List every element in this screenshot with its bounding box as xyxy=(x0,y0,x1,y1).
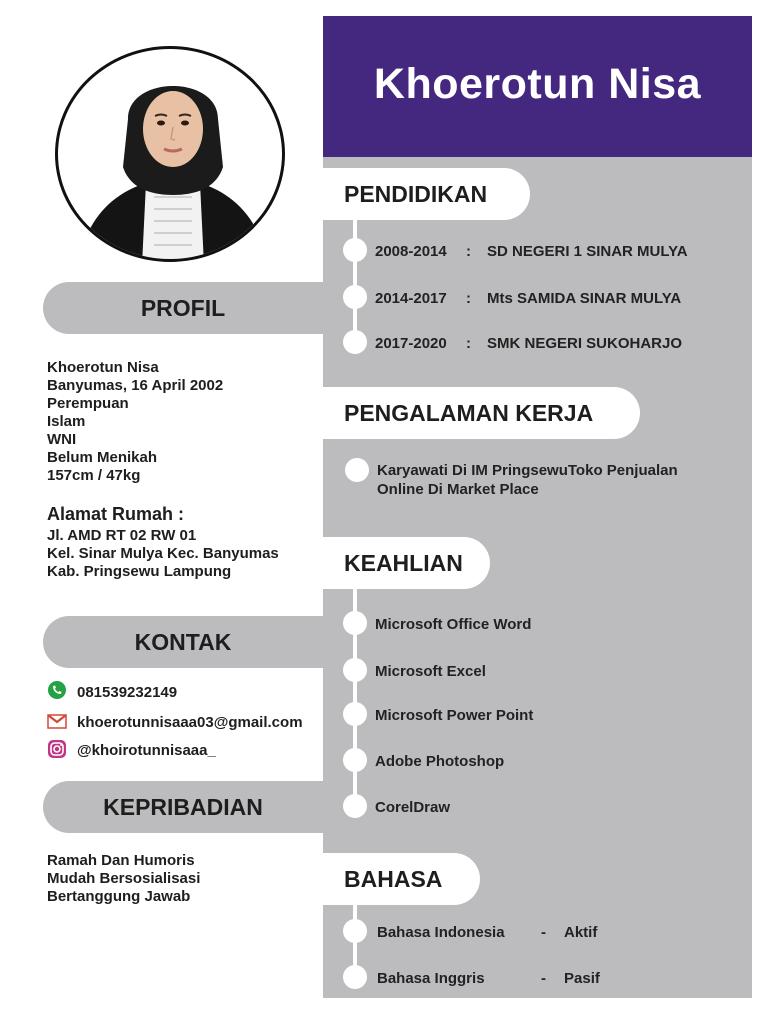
personality-2: Mudah Bersosialisasi xyxy=(47,870,201,887)
section-header-kontak: KONTAK xyxy=(43,616,323,668)
section-header-pendidikan: PENDIDIKAN xyxy=(323,168,530,220)
experience-line-2: Online Di Market Place xyxy=(377,481,539,498)
profil-name: Khoerotun Nisa xyxy=(47,359,159,376)
timeline-dot xyxy=(343,658,367,682)
profil-nationality: WNI xyxy=(47,431,77,448)
skill-3: Microsoft Power Point xyxy=(375,707,534,724)
language-level-1: Aktif xyxy=(564,924,598,941)
instagram-icon xyxy=(47,739,67,759)
name-title: Khoerotun Nisa xyxy=(373,60,702,108)
section-header-keahlian: KEAHLIAN xyxy=(323,537,490,589)
timeline-dot xyxy=(343,965,367,989)
language-sep-2: - xyxy=(541,970,546,987)
name-banner xyxy=(323,16,752,157)
profile-photo xyxy=(55,46,285,262)
language-level-2: Pasif xyxy=(564,970,600,987)
gmail-icon xyxy=(47,711,67,731)
language-1: Bahasa Indonesia xyxy=(377,924,505,941)
address-line-2: Kel. Sinar Mulya Kec. Banyumas xyxy=(47,545,279,562)
edu-school-2: Mts SAMIDA SINAR MULYA xyxy=(487,290,682,307)
edu-years-2: 2014-2017 xyxy=(375,290,447,307)
edu-school-1: SD NEGERI 1 SINAR MULYA xyxy=(487,243,688,260)
edu-years-1: 2008-2014 xyxy=(375,243,447,260)
timeline-dot xyxy=(343,330,367,354)
personality-3: Bertanggung Jawab xyxy=(47,888,191,905)
skill-2: Microsoft Excel xyxy=(375,663,486,680)
contact-email[interactable]: khoerotunnisaaa03@gmail.com xyxy=(77,714,303,731)
timeline-dot xyxy=(343,794,367,818)
section-header-kepribadian: KEPRIBADIAN xyxy=(43,781,323,833)
whatsapp-icon xyxy=(47,680,67,700)
profil-height-weight: 157cm / 47kg xyxy=(47,467,141,484)
section-header-profil: PROFIL xyxy=(43,282,323,334)
timeline-dot xyxy=(343,748,367,772)
edu-sep-3: : xyxy=(466,335,471,352)
edu-sep-2: : xyxy=(466,290,471,307)
profil-marital: Belum Menikah xyxy=(47,449,158,466)
contact-phone[interactable]: 081539232149 xyxy=(77,684,178,701)
address-line-3: Kab. Pringsewu Lampung xyxy=(47,563,232,580)
timeline-dot xyxy=(343,285,367,309)
edu-years-3: 2017-2020 xyxy=(375,335,447,352)
timeline-dot xyxy=(343,611,367,635)
language-sep-1: - xyxy=(541,924,546,941)
address-line-1: Jl. AMD RT 02 RW 01 xyxy=(47,527,197,544)
section-header-bahasa: BAHASA xyxy=(323,853,480,905)
contact-instagram[interactable]: @khoirotunnisaaa_ xyxy=(77,742,216,759)
skill-4: Adobe Photoshop xyxy=(375,753,505,770)
experience-line-1: Karyawati Di IM PringsewuToko Penjualan xyxy=(377,462,678,479)
portrait-illustration xyxy=(58,49,285,262)
profil-birth: Banyumas, 16 April 2002 xyxy=(47,377,224,394)
edu-sep-1: : xyxy=(466,243,471,260)
timeline-dot xyxy=(343,702,367,726)
profil-gender: Perempuan xyxy=(47,395,129,412)
edu-school-3: SMK NEGERI SUKOHARJO xyxy=(487,335,683,352)
timeline-dot xyxy=(343,919,367,943)
timeline-dot xyxy=(345,458,369,482)
right-panel xyxy=(323,16,752,998)
address-label: Alamat Rumah : xyxy=(47,504,185,524)
skill-1: Microsoft Office Word xyxy=(375,616,532,633)
language-2: Bahasa Inggris xyxy=(377,970,485,987)
timeline-dot xyxy=(343,238,367,262)
personality-1: Ramah Dan Humoris xyxy=(47,852,195,869)
profil-religion: Islam xyxy=(47,413,86,430)
skill-5: CorelDraw xyxy=(375,799,451,816)
section-header-pengalaman: PENGALAMAN KERJA xyxy=(323,387,640,439)
